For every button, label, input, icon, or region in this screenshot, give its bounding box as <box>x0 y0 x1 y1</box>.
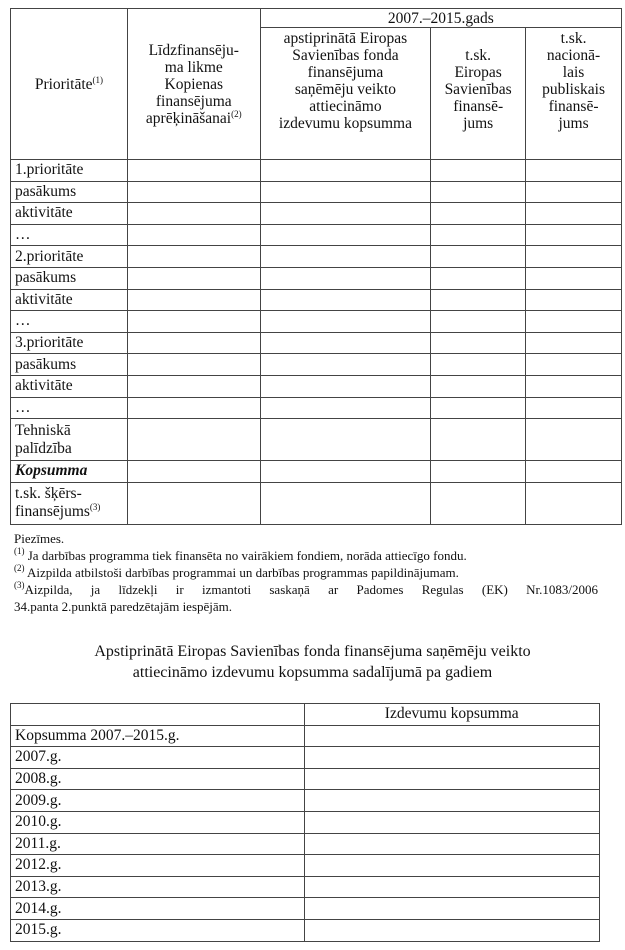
cell[interactable] <box>260 419 431 461</box>
cell[interactable] <box>431 267 526 289</box>
cell[interactable] <box>304 811 600 833</box>
year-label: 2011.g. <box>11 833 305 855</box>
cell[interactable] <box>431 375 526 397</box>
header-national-financing: t.sk. nacionā- lais publiskais finansē- jums <box>526 28 622 160</box>
row-label-cross-financing: t.sk. šķērs- finansējums$^{(3)}$ <box>11 482 128 524</box>
note-2: $^{(2)}$ Aizpilda atbilstoši darbības programmai un darbības programmas papildinājumam. <box>14 563 459 580</box>
cell[interactable] <box>526 461 622 483</box>
cell[interactable] <box>127 354 260 376</box>
cell[interactable] <box>431 354 526 376</box>
header-period: 2007.–2015.gads <box>260 9 621 28</box>
cell[interactable] <box>526 482 622 524</box>
cell[interactable] <box>431 419 526 461</box>
yearly-expenditure-table <box>10 703 600 942</box>
cell[interactable] <box>304 855 600 877</box>
cell[interactable] <box>127 311 260 333</box>
note-1: $^{(1)}$ Ja darbības programma tiek finansēta no vairākiem fondiem, norāda attiecīgo fondu. <box>14 546 467 563</box>
cell[interactable] <box>304 898 600 920</box>
cell[interactable] <box>526 181 622 203</box>
cell[interactable] <box>260 224 431 246</box>
cell[interactable] <box>127 203 260 225</box>
cell[interactable] <box>431 181 526 203</box>
cell[interactable] <box>127 419 260 461</box>
cell[interactable] <box>127 289 260 311</box>
cell[interactable] <box>526 224 622 246</box>
notes <box>14 530 598 615</box>
cell[interactable] <box>127 482 260 524</box>
year-label: 2010.g. <box>11 811 305 833</box>
cell[interactable] <box>526 419 622 461</box>
section-caption: Apstiprinātā Eiropas Savienības fonda finansējuma saņēmēju veikto attiecināmo izdevumu kopsumma sadalījumā pa gadiem <box>94 643 531 681</box>
cell[interactable] <box>526 160 622 182</box>
cell[interactable] <box>260 482 431 524</box>
cell[interactable] <box>526 354 622 376</box>
notes-title: Piezīmes. <box>14 531 65 546</box>
cell[interactable] <box>260 311 431 333</box>
row-label: 3.prioritāte <box>11 332 128 354</box>
cell[interactable] <box>260 289 431 311</box>
header-priority: Prioritāte$^{(1)}$ <box>11 9 128 160</box>
cell[interactable] <box>526 311 622 333</box>
cell[interactable] <box>431 246 526 268</box>
year-label: Kopsumma 2007.–2015.g. <box>11 725 305 747</box>
cell[interactable] <box>431 332 526 354</box>
cell[interactable] <box>127 181 260 203</box>
cell[interactable] <box>526 397 622 419</box>
cell[interactable] <box>431 397 526 419</box>
row-label: aktivitāte <box>11 375 128 397</box>
cell[interactable] <box>526 267 622 289</box>
year-label: 2014.g. <box>11 898 305 920</box>
cell[interactable] <box>431 224 526 246</box>
row-label: pasākums <box>11 354 128 376</box>
cell[interactable] <box>304 747 600 769</box>
cell[interactable] <box>431 289 526 311</box>
note-3: $^{(3)}$Aizpilda, ja līdzekļi ir izmantoti saskaņā ar Padomes Regulas (EK) Nr.1083/2006 <box>14 580 598 597</box>
cell[interactable] <box>127 224 260 246</box>
year-label: 2015.g. <box>11 919 305 941</box>
row-label: pasākums <box>11 181 128 203</box>
row-label: … <box>11 224 128 246</box>
year-label: 2009.g. <box>11 790 305 812</box>
cell[interactable] <box>431 160 526 182</box>
cell[interactable] <box>260 397 431 419</box>
cell[interactable] <box>431 482 526 524</box>
cell[interactable] <box>526 332 622 354</box>
cell[interactable] <box>260 375 431 397</box>
cell[interactable] <box>304 876 600 898</box>
header-expenditure-total: Izdevumu kopsumma <box>304 704 600 726</box>
row-label: 1.prioritāte <box>11 160 128 182</box>
row-label: pasākums <box>11 267 128 289</box>
cell[interactable] <box>526 246 622 268</box>
cell[interactable] <box>526 375 622 397</box>
cell[interactable] <box>127 160 260 182</box>
cell[interactable] <box>526 203 622 225</box>
cell[interactable] <box>431 461 526 483</box>
note-3-continued: 34.panta 2.punktā paredzētajām iespējām. <box>14 599 233 614</box>
cell[interactable] <box>304 833 600 855</box>
cell[interactable] <box>260 354 431 376</box>
cell[interactable] <box>127 375 260 397</box>
cell[interactable] <box>127 397 260 419</box>
row-label: aktivitāte <box>11 203 128 225</box>
cell[interactable] <box>431 203 526 225</box>
cell[interactable] <box>304 790 600 812</box>
cell[interactable] <box>260 203 431 225</box>
cell[interactable] <box>260 461 431 483</box>
row-label-total: Kopsumma <box>11 461 128 483</box>
cell[interactable] <box>260 181 431 203</box>
cell[interactable] <box>127 332 260 354</box>
row-label: … <box>11 311 128 333</box>
header-cofinancing-rate: Līdzfinansēju- ma likme Kopienas finansējuma aprēķināšanai$^{(2)}$ <box>127 9 260 160</box>
year-label: 2013.g. <box>11 876 305 898</box>
row-label: … <box>11 397 128 419</box>
cell[interactable] <box>260 160 431 182</box>
header-total-expenditure: apstiprinātā Eiropas Savienības fonda finansējuma saņēmēju veikto attiecināmo izdevumu kopsumma <box>260 28 431 160</box>
cell[interactable] <box>304 768 600 790</box>
year-label: 2012.g. <box>11 855 305 877</box>
cell[interactable] <box>260 267 431 289</box>
header-blank <box>11 704 305 726</box>
header-eu-financing: t.sk. Eiropas Savienības finansē- jums <box>431 28 526 160</box>
cell[interactable] <box>526 289 622 311</box>
cell[interactable] <box>304 725 600 747</box>
year-label: 2008.g. <box>11 768 305 790</box>
row-label: 2.prioritāte <box>11 246 128 268</box>
cell[interactable] <box>127 267 260 289</box>
cell[interactable] <box>260 246 431 268</box>
cell[interactable] <box>127 461 260 483</box>
cell[interactable] <box>127 246 260 268</box>
cell[interactable] <box>431 311 526 333</box>
year-label: 2007.g. <box>11 747 305 769</box>
cell[interactable] <box>260 332 431 354</box>
financing-table <box>10 8 622 525</box>
cell[interactable] <box>304 919 600 941</box>
row-label-tech-assistance: Tehniskā palīdzība <box>11 419 128 461</box>
row-label: aktivitāte <box>11 289 128 311</box>
